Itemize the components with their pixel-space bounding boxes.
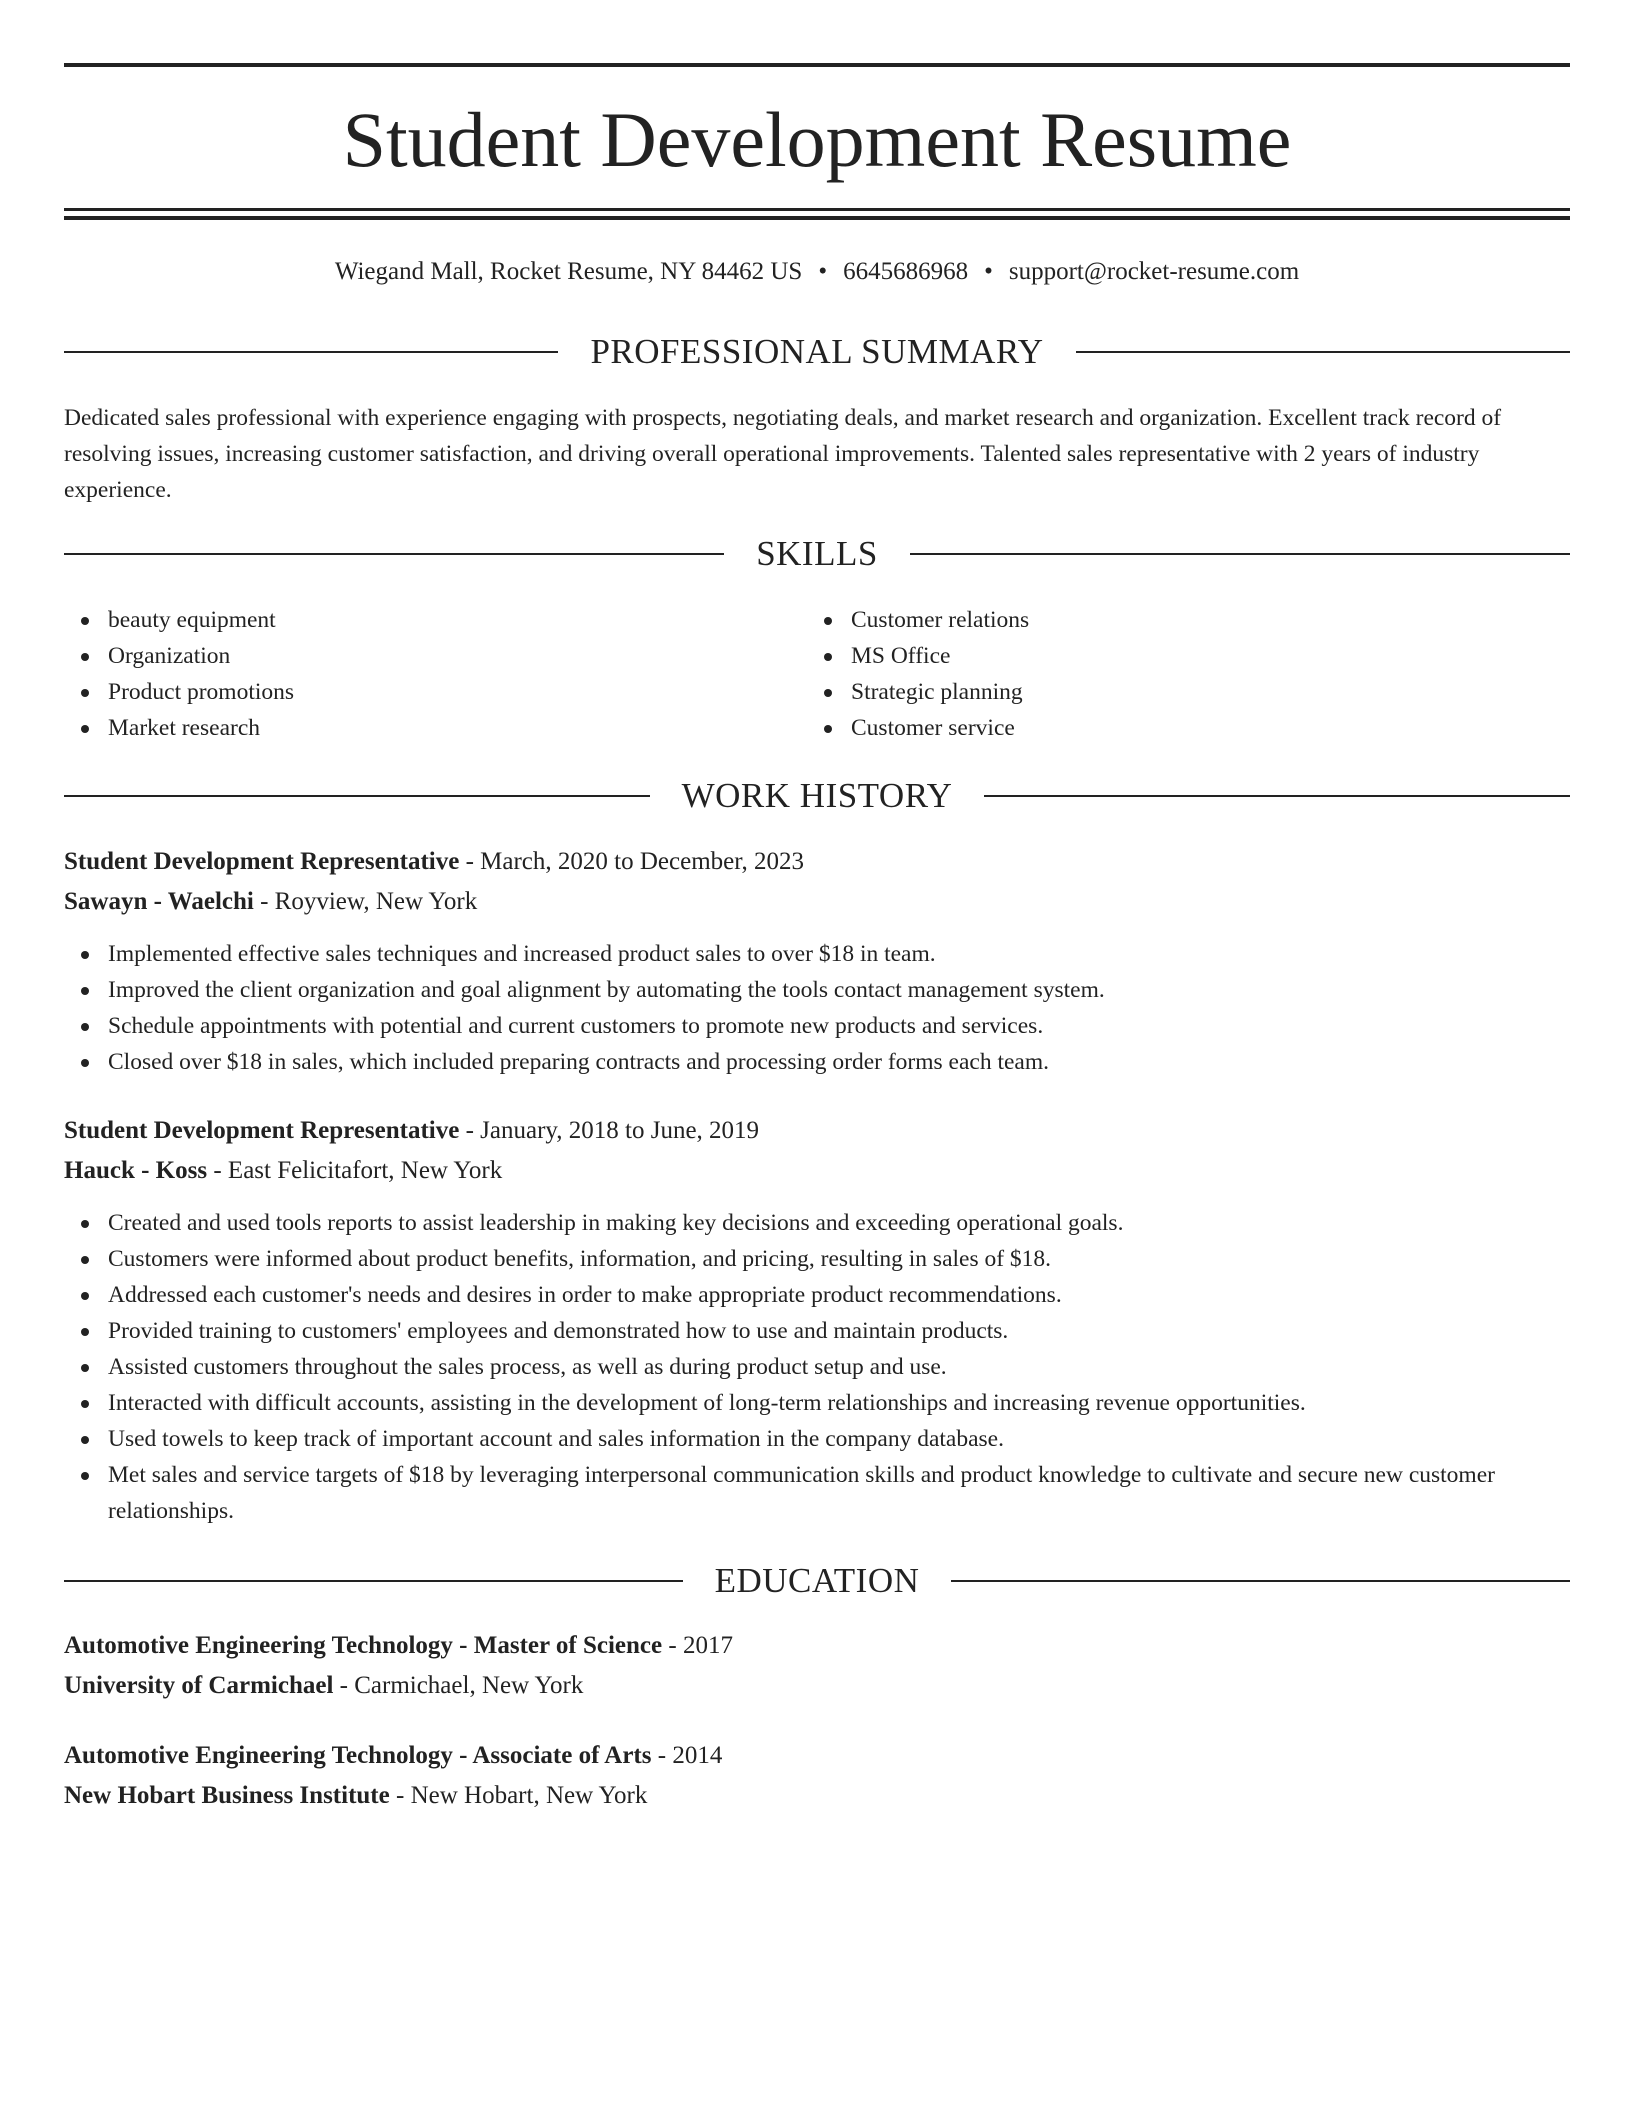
- job-bullet: Created and used tools reports to assist leadership in making key decisions and exceeding operational goals.: [64, 1205, 1570, 1241]
- job-dates: January, 2018 to June, 2019: [480, 1117, 760, 1144]
- education-entry: [64, 1736, 1570, 1816]
- education-year: 2017: [682, 1632, 733, 1659]
- job-bullet: Schedule appointments with potential and current customers to promote new products and services.: [64, 1008, 1570, 1044]
- job-bullet: Assisted customers throughout the sales process, as well as during product setup and use.: [64, 1349, 1570, 1385]
- dash: -: [253, 888, 275, 915]
- section-title-work: WORK HISTORY: [681, 776, 953, 815]
- section-title-education: EDUCATION: [714, 1561, 920, 1600]
- skill-item: Customer relations: [807, 602, 1547, 638]
- title-rule-lower: [64, 216, 1570, 220]
- job-location: Royview, New York: [274, 888, 478, 915]
- section-rule: [64, 1580, 683, 1582]
- job-bullet: Interacted with difficult accounts, assisting in the development of long-term relationships and increasing revenue opportunities.: [64, 1385, 1570, 1421]
- skills-column-left: [64, 602, 804, 746]
- job-company: Sawayn - Waelchi: [64, 888, 254, 915]
- section-title-summary: PROFESSIONAL SUMMARY: [590, 332, 1044, 371]
- skill-item: Product promotions: [64, 674, 804, 710]
- education-school: New Hobart Business Institute: [64, 1782, 390, 1809]
- contact-line: [64, 252, 1570, 292]
- dash: -: [459, 848, 481, 875]
- job-company: Hauck - Koss: [64, 1157, 208, 1184]
- contact-phone: 6645686968: [843, 258, 969, 285]
- job-company-line: [64, 882, 1570, 922]
- skills-list-right: [807, 602, 1547, 746]
- contact-separator: •: [818, 258, 828, 285]
- education-school: University of Carmichael: [64, 1672, 334, 1699]
- job-title-line: [64, 842, 1570, 882]
- dash: -: [651, 1742, 673, 1769]
- section-header-work: [64, 771, 1570, 821]
- contact-address: Wiegand Mall, Rocket Resume, NY 84462 US: [334, 258, 803, 285]
- job-bullet: Provided training to customers' employees and demonstrated how to use and maintain products.: [64, 1313, 1570, 1349]
- skill-item: Customer service: [807, 710, 1547, 746]
- education-degree: Automotive Engineering Technology - Master of Science: [64, 1632, 663, 1659]
- skill-item: MS Office: [807, 638, 1547, 674]
- skills-column-right: [807, 602, 1547, 746]
- skill-item: Strategic planning: [807, 674, 1547, 710]
- dash: -: [207, 1157, 228, 1184]
- job-bullet: Closed over $18 in sales, which included preparing contracts and processing order forms each team.: [64, 1044, 1570, 1080]
- section-rule: [1076, 351, 1570, 353]
- contact-separator: •: [984, 258, 993, 285]
- resume-title: Student Development Resume: [342, 96, 1292, 183]
- job-bullet: Customers were informed about product benefits, information, and pricing, resulting in sales of $18.: [64, 1241, 1570, 1277]
- skills-list-left: [64, 602, 804, 746]
- section-header-skills: [64, 529, 1570, 579]
- job-title: Student Development Representative: [64, 1117, 460, 1144]
- job-bullet: Addressed each customer's needs and desires in order to make appropriate product recommendations.: [64, 1277, 1570, 1313]
- education-location: New Hobart, New York: [410, 1782, 648, 1809]
- top-rule: [64, 63, 1570, 67]
- education-school-line: [64, 1666, 1570, 1706]
- skill-item: Organization: [64, 638, 804, 674]
- dash: -: [333, 1672, 355, 1699]
- section-rule: [984, 795, 1570, 797]
- section-rule: [64, 795, 650, 797]
- education-degree-line: [64, 1626, 1570, 1666]
- section-rule: [64, 553, 724, 555]
- section-header-summary: [64, 327, 1570, 377]
- section-rule: [910, 553, 1570, 555]
- skill-item: Market research: [64, 710, 804, 746]
- education-school-line: [64, 1776, 1570, 1816]
- job-bullet: Implemented effective sales techniques and increased product sales to over $18 in team.: [64, 936, 1570, 972]
- job-bullet: Met sales and service targets of $18 by leveraging interpersonal communication skills and product knowledge to cultivate and secure new customer relationships.: [64, 1457, 1570, 1529]
- section-rule: [64, 351, 558, 353]
- job-location: East Felicitafort, New York: [227, 1157, 503, 1184]
- job-bullet: Improved the client organization and goal alignment by automating the tools contact management system.: [64, 972, 1570, 1008]
- job-company-line: [64, 1151, 1570, 1191]
- dash: -: [662, 1632, 683, 1659]
- job-dates: March, 2020 to December, 2023: [480, 848, 805, 875]
- job-title: Student Development Representative: [64, 848, 460, 875]
- job-entry: [64, 1111, 1570, 1529]
- education-year: 2014: [672, 1742, 723, 1769]
- job-entry: [64, 842, 1570, 1080]
- title-rule-upper: [64, 208, 1570, 211]
- section-header-education: [64, 1556, 1570, 1606]
- job-bullets: [64, 936, 1570, 1080]
- dash: -: [459, 1117, 481, 1144]
- education-location: Carmichael, New York: [354, 1672, 584, 1699]
- section-rule: [951, 1580, 1570, 1582]
- contact-email: support@rocket-resume.com: [1008, 258, 1300, 285]
- education-degree-line: [64, 1736, 1570, 1776]
- dash: -: [389, 1782, 411, 1809]
- job-title-line: [64, 1111, 1570, 1151]
- summary-paragraph: Dedicated sales professional with experience engaging with prospects, negotiating deals, and market research and organization. Excellent track record of resolving issues, increasing customer satisfaction, and driving overall operational improvements. Talented sales representative with 2 years of industry experience.: [64, 405, 1502, 503]
- section-title-skills: SKILLS: [756, 534, 878, 573]
- job-bullet: Used towels to keep track of important account and sales information in the company database.: [64, 1421, 1570, 1457]
- education-entry: [64, 1626, 1570, 1706]
- job-bullets: [64, 1205, 1570, 1529]
- skill-item: beauty equipment: [64, 602, 804, 638]
- education-degree: Automotive Engineering Technology - Associate of Arts: [64, 1742, 652, 1769]
